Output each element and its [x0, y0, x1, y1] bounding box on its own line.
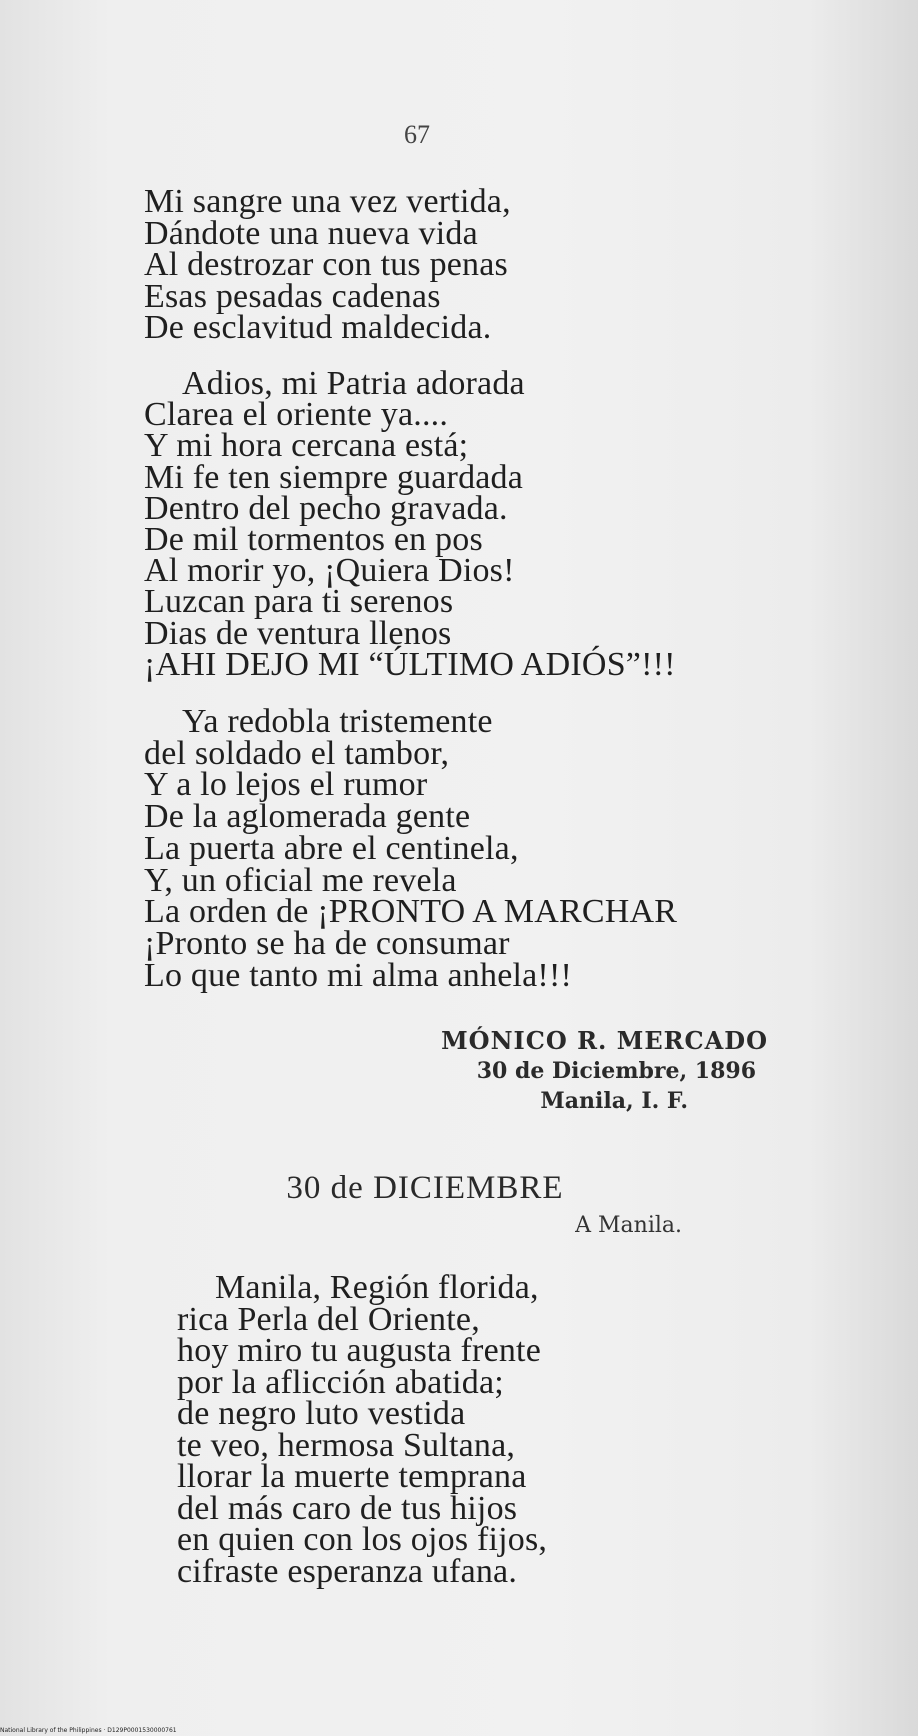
- author-name: MÓNICO R. MERCADO: [441, 1026, 768, 1055]
- verse-line: Y, un oficial me revela: [144, 861, 457, 899]
- verse-line: Y a lo lejos el rumor: [144, 766, 428, 804]
- verse-line: Manila, Región florida,: [215, 1269, 539, 1306]
- verse-line: Lo que tanto mi alma anhela!!!: [144, 956, 572, 994]
- verse-line: ¡AHI DEJO MI “ÚLTIMO ADIÓS”!!!: [144, 645, 676, 683]
- verse-line: Al morir yo, ¡Quiera Dios!: [144, 552, 515, 590]
- page-number: 67: [404, 120, 430, 149]
- verse-line: De mil tormentos en pos: [144, 521, 483, 559]
- verse-line: La puerta abre el centinela,: [144, 829, 519, 867]
- verse-line: Esas pesadas cadenas: [144, 277, 441, 315]
- verse-line: Clarea el oriente ya....: [144, 396, 449, 434]
- verse-line: ¡Pronto se ha de consumar: [144, 924, 510, 962]
- verse-line: La orden de ¡PRONTO A MARCHAR: [144, 893, 678, 931]
- poem-title: 30 de DICIEMBRE: [286, 1170, 564, 1206]
- verse-line: por la aflicción abatida;: [177, 1363, 504, 1401]
- verse-line: del más caro de tus hijos: [177, 1489, 518, 1527]
- verse-line: Dias de ventura llenos: [144, 614, 452, 652]
- poem-stanza-2: [144, 365, 676, 683]
- signature-place: Manila, I. F.: [540, 1088, 688, 1114]
- verse-line: De esclavitud maldecida.: [144, 309, 492, 347]
- verse-line: Mi fe ten siempre guardada: [144, 458, 524, 496]
- verse-line: rica Perla del Oriente,: [177, 1300, 480, 1338]
- verse-line: del soldado el tambor,: [144, 734, 450, 772]
- poem-stanza-1: [144, 183, 511, 347]
- verse-line: Mi sangre una vez vertida,: [144, 183, 511, 220]
- verse-line: Y mi hora cercana está;: [144, 427, 469, 465]
- verse-line: en quien con los ojos fijos,: [177, 1521, 548, 1558]
- author-signature: [0, 1026, 768, 1116]
- verse-line: Dándote una nueva vida: [144, 214, 478, 252]
- verse-line: llorar la muerte temprana: [177, 1458, 527, 1495]
- verse-line: hoy miro tu augusta frente: [177, 1332, 541, 1369]
- poem-stanza-3: [144, 703, 678, 994]
- scan-footer-credit: National Library of the Philippines · D129P0001530000761: [0, 1727, 177, 1734]
- verse-line: de negro luto vestida: [177, 1395, 466, 1432]
- verse-line: Adios, mi Patria adorada: [182, 365, 525, 402]
- verse-line: Luzcan para ti serenos: [144, 583, 454, 621]
- verse-line: De la aglomerada gente: [144, 798, 471, 836]
- verse-line: cifraste esperanza ufana.: [177, 1552, 518, 1590]
- verse-line: Ya redobla tristemente: [182, 703, 493, 740]
- verse-line: Dentro del pecho gravada.: [144, 489, 508, 527]
- poem-dedication: A Manila.: [575, 1213, 682, 1238]
- verse-line: te veo, hermosa Sultana,: [177, 1426, 516, 1464]
- signature-date: 30 de Diciembre, 1896: [476, 1058, 756, 1084]
- verse-line: Al destrozar con tus penas: [144, 246, 508, 284]
- poem-stanza-4: [177, 1269, 548, 1590]
